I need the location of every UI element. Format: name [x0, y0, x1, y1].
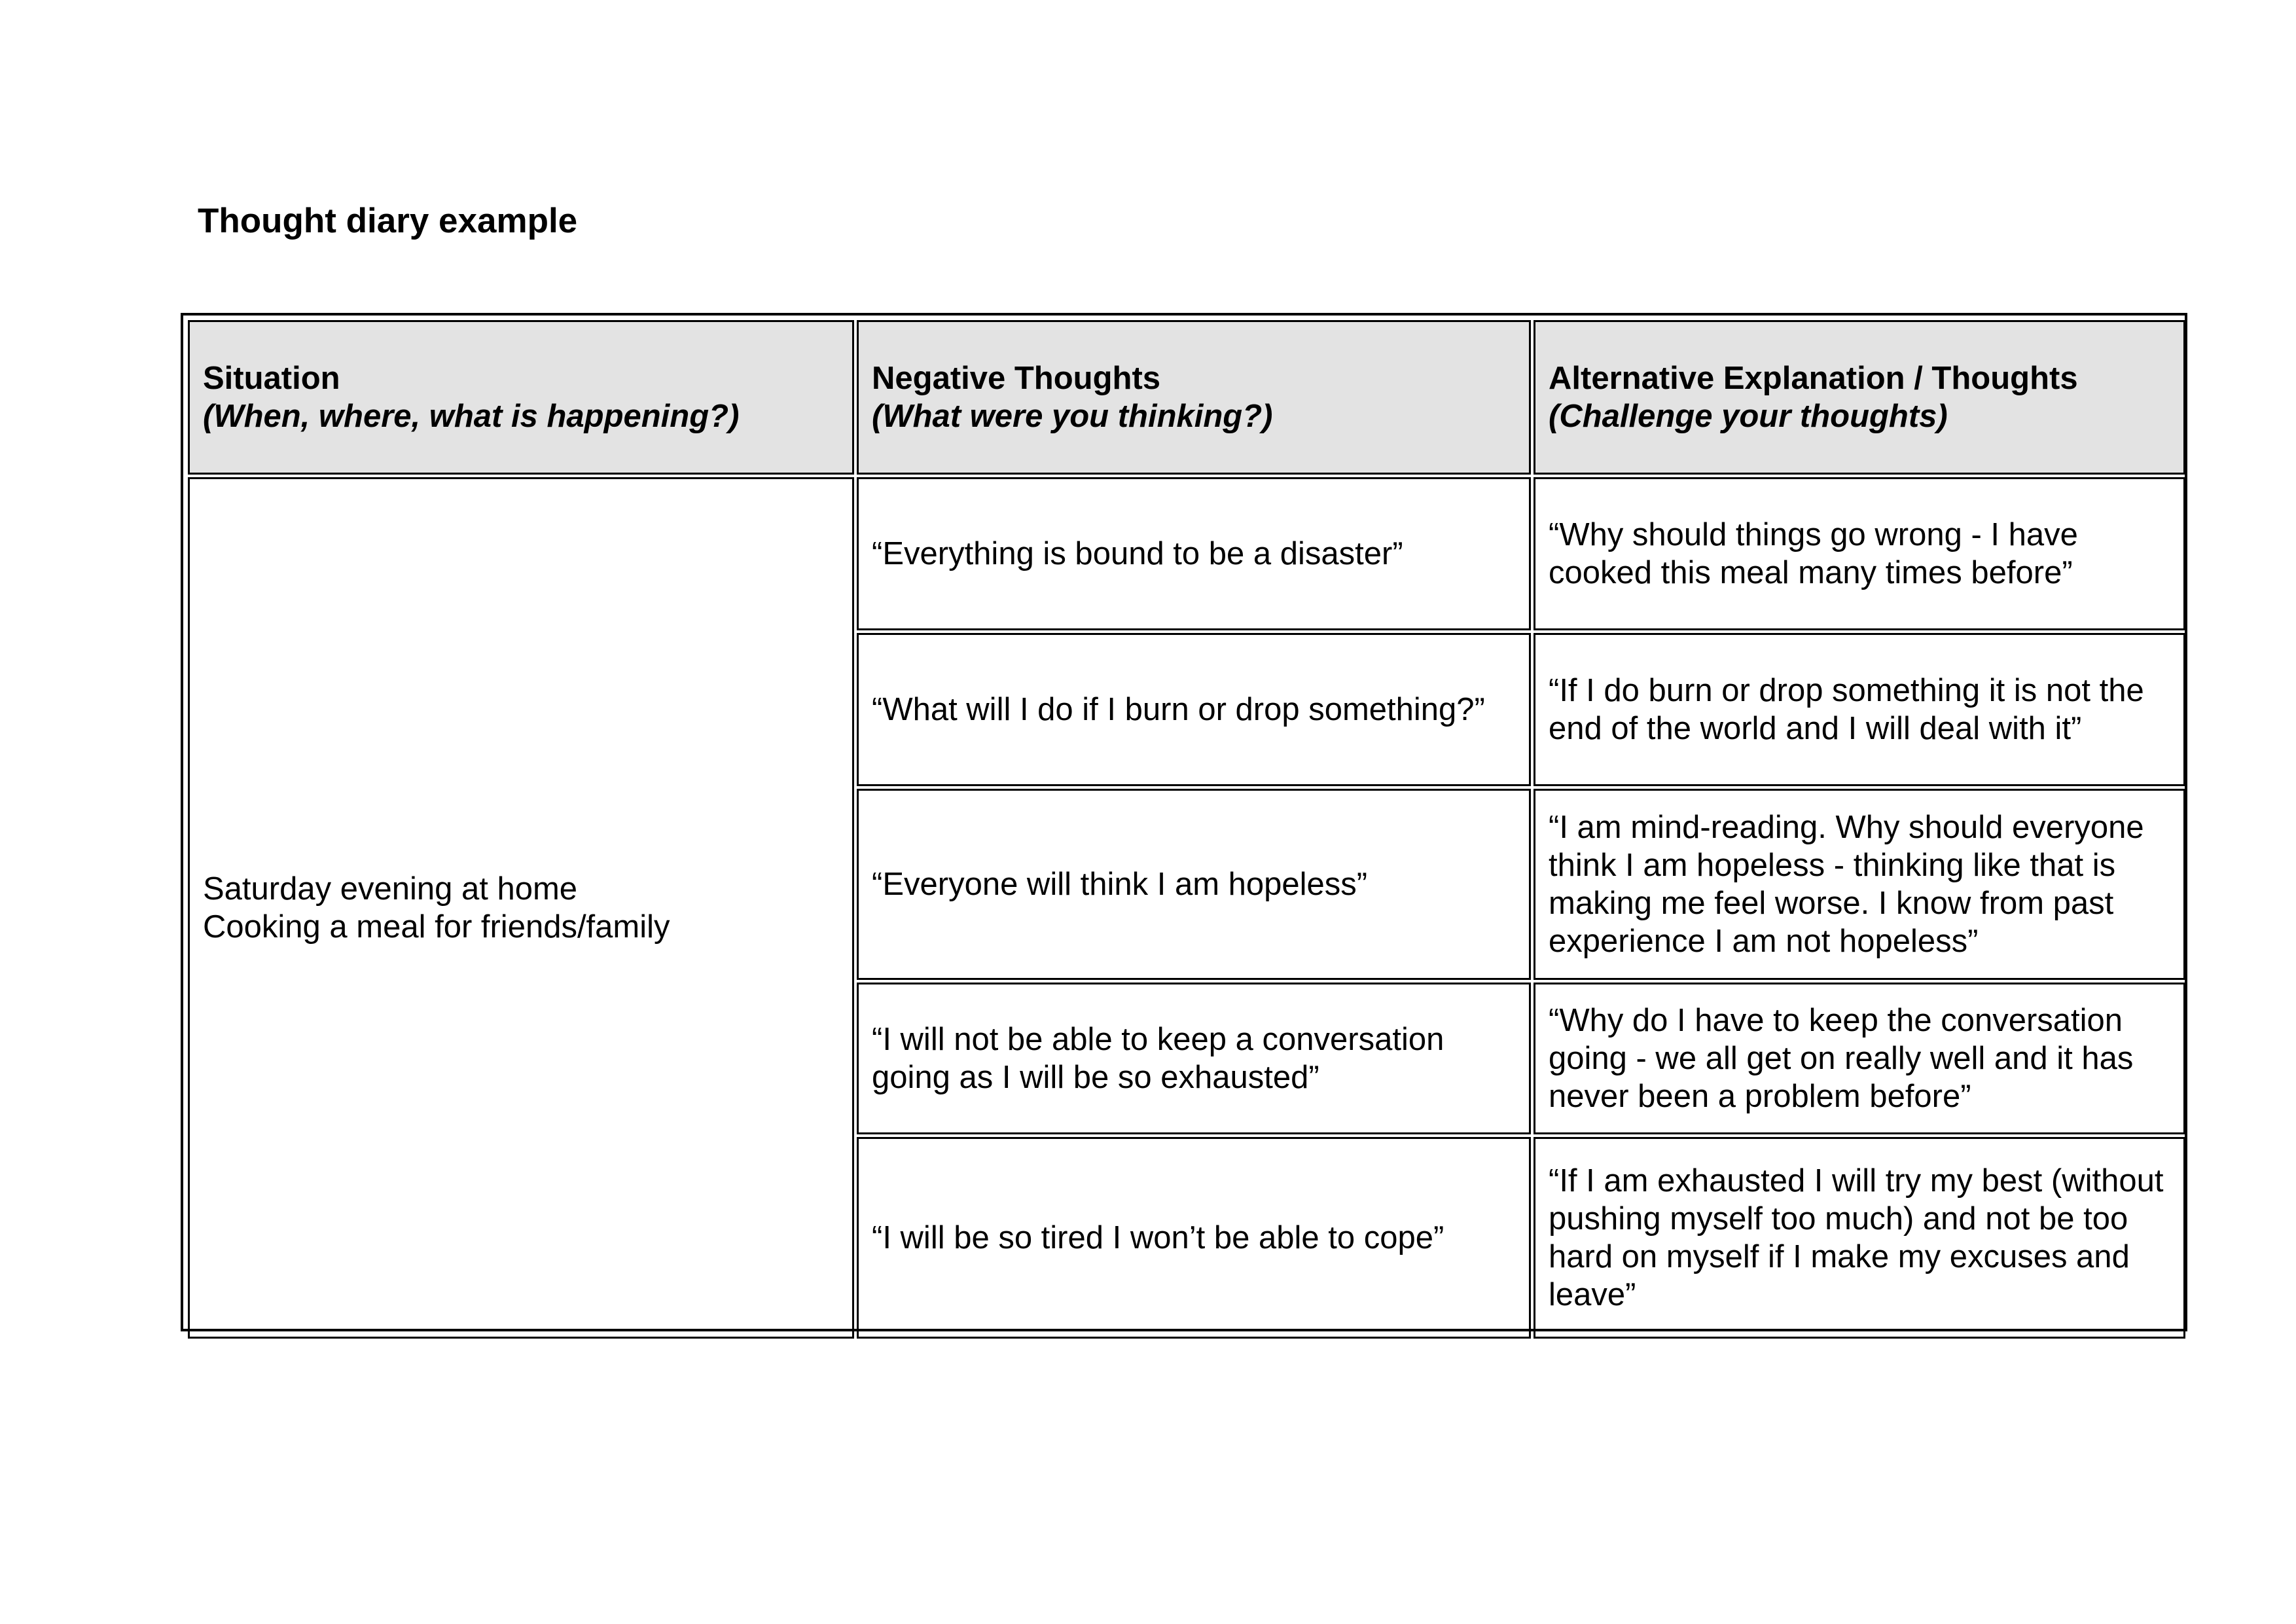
page-title: Thought diary example	[198, 202, 578, 240]
header-negative-subtitle: (What were you thinking?)	[872, 399, 1273, 434]
alternative-thought-cell: “Why should things go wrong - I have cooked this meal many times before”	[1534, 477, 2185, 630]
negative-thought-cell: “What will I do if I burn or drop something?”	[857, 633, 1531, 786]
header-alternative-subtitle: (Challenge your thoughts)	[1549, 399, 1948, 434]
alternative-thought-cell: “I am mind-reading. Why should everyone think I am hopeless - thinking like that is making me feel worse. I know from past experience I am not hopeless”	[1534, 789, 2185, 980]
situation-line-1: Saturday evening at home	[203, 871, 578, 907]
header-situation-subtitle: (When, where, what is happening?)	[203, 399, 740, 434]
header-situation-title: Situation	[203, 361, 340, 396]
negative-thought-cell: “Everything is bound to be a disaster”	[857, 477, 1531, 630]
header-negative-thoughts	[857, 320, 1531, 475]
negative-thought-cell: “I will be so tired I won’t be able to cope”	[857, 1137, 1531, 1339]
negative-thought-cell: “Everyone will think I am hopeless”	[857, 789, 1531, 980]
thought-diary-table-frame	[181, 313, 2187, 1331]
negative-thought-cell: “I will not be able to keep a conversation going as I will be so exhausted”	[857, 983, 1531, 1134]
table-header-row	[188, 320, 2185, 475]
alternative-thought-cell: “Why do I have to keep the conversation going - we all get on really well and it has never been a problem before”	[1534, 983, 2185, 1134]
situation-cell	[188, 477, 854, 1339]
table-row	[188, 477, 2185, 630]
header-alternative-title: Alternative Explanation / Thoughts	[1549, 361, 2078, 396]
thought-diary-table	[185, 317, 2188, 1341]
situation-line-2: Cooking a meal for friends/family	[203, 909, 670, 945]
header-situation	[188, 320, 854, 475]
header-negative-title: Negative Thoughts	[872, 361, 1161, 396]
alternative-thought-cell: “If I am exhausted I will try my best (without pushing myself too much) and not be too hard on myself if I make my excuses and leave”	[1534, 1137, 2185, 1339]
header-alternative-thoughts	[1534, 320, 2185, 475]
alternative-thought-cell: “If I do burn or drop something it is not the end of the world and I will deal with it”	[1534, 633, 2185, 786]
